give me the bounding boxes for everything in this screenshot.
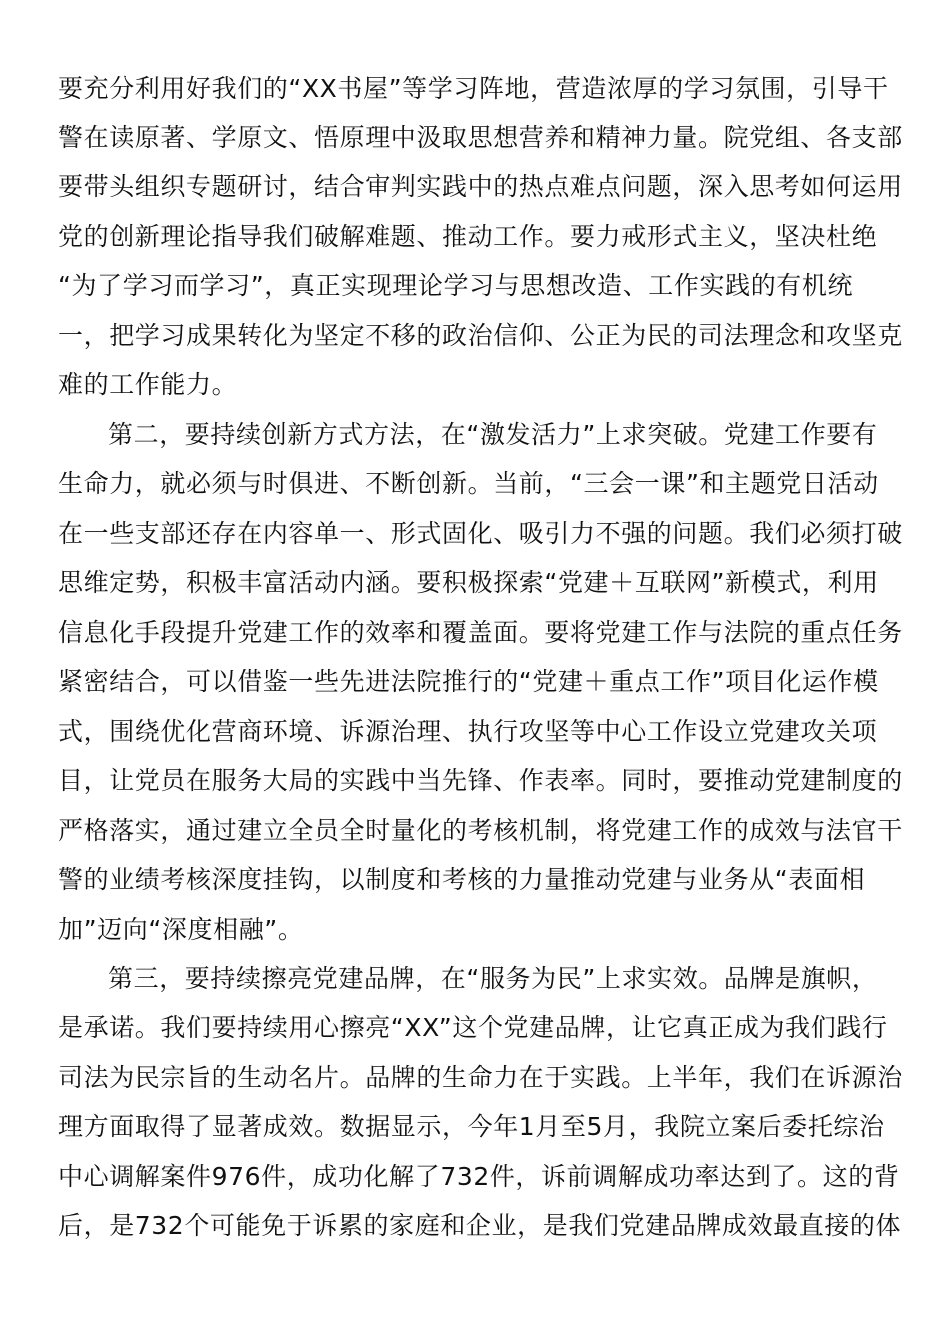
text-line: 理方面取得了显著成效。数据显示，今年1月至5月，我院立案后委托综治 <box>58 1112 885 1141</box>
text-line: 严格落实，通过建立全员全时量化的考核机制，将党建工作的成效与法官干 <box>58 816 903 845</box>
text-line: 生命力，就必须与时俱进、不断创新。当前，“三会一课”和主题党日活动 <box>58 469 879 498</box>
text-line: 要带头组织专题研讨，结合审判实践中的热点难点问题，深入思考如何运用 <box>58 172 903 201</box>
text-line: 中心调解案件976件，成功化解了732件，诉前调解成功率达到了。这的背 <box>58 1162 900 1191</box>
text-line: 要充分利用好我们的“XX书屋”等学习阵地，营造浓厚的学习氛围，引导干 <box>58 74 889 103</box>
text-line: “为了学习而学习”，真正实现理论学习与思想改造、工作实践的有机统 <box>58 271 854 300</box>
text-line: 式，围绕优化营商环境、诉源治理、执行攻坚等中心工作设立党建攻关项 <box>58 717 878 746</box>
text-line: 警的业绩考核深度挂钩，以制度和考核的力量推动党建与业务从“表面相 <box>58 865 866 894</box>
paragraph-heading-third: 第三，要持续擦亮党建品牌，在“服务为民”上求实效。品牌是旗帜， <box>108 964 878 993</box>
text-line: 目，让党员在服务大局的实践中当先锋、作表率。同时，要推动党建制度的 <box>58 766 903 795</box>
text-line: 难的工作能力。 <box>58 370 238 399</box>
text-line: 在一些支部还存在内容单一、形式固化、吸引力不强的问题。我们必须打破 <box>58 519 903 548</box>
paragraph-heading-second: 第二，要持续创新方式方法，在“激发活力”上求突破。党建工作要有 <box>108 420 878 449</box>
text-line: 警在读原著、学原文、悟原理中汲取思想营养和精神力量。院党组、各支部 <box>58 123 903 152</box>
text-line: 司法为民宗旨的生动名片。品牌的生命力在于实践。上半年，我们在诉源治 <box>58 1063 903 1092</box>
text-line: 一，把学习成果转化为坚定不移的政治信仰、公正为民的司法理念和攻坚克 <box>58 321 903 350</box>
text-line: 思维定势，积极丰富活动内涵。要积极探索“党建＋互联网”新模式，利用 <box>58 568 879 597</box>
text-line: 党的创新理论指导我们破解难题、推动工作。要力戒形式主义，坚决杜绝 <box>58 222 878 251</box>
text-line: 信息化手段提升党建工作的效率和覆盖面。要将党建工作与法院的重点任务 <box>58 618 903 647</box>
text-line: 后，是732个可能免于诉累的家庭和企业，是我们党建品牌成效最直接的体 <box>58 1211 902 1240</box>
text-line: 加”迈向“深度相融”。 <box>58 915 304 944</box>
text-line: 紧密结合，可以借鉴一些先进法院推行的“党建＋重点工作”项目化运作模 <box>58 667 879 696</box>
text-line: 是承诺。我们要持续用心擦亮“XX”这个党建品牌，让它真正成为我们践行 <box>58 1013 888 1042</box>
